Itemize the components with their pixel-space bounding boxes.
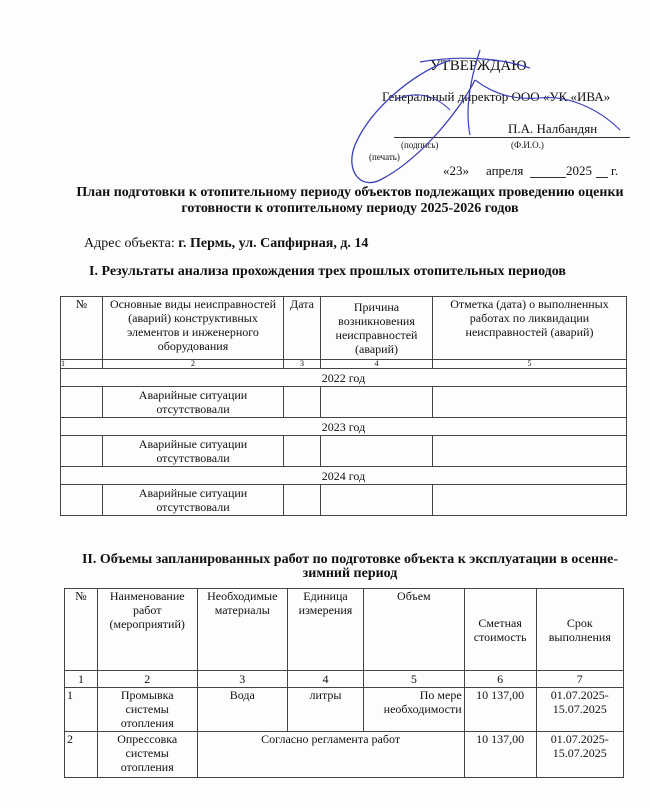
table-row (65, 732, 624, 778)
row-number: 1 (65, 688, 98, 732)
term: 01.07.2025-15.07.2025 (536, 732, 623, 778)
year-row (61, 369, 627, 387)
table-cell (61, 485, 103, 516)
volume: По мере необходимости (364, 688, 465, 732)
table-cell (321, 436, 433, 467)
header-cell: Сметная стоимость (464, 589, 536, 671)
accident-text: Аварийные ситуации отсутствовали (103, 436, 284, 467)
header-cell: Дата (284, 297, 321, 360)
accident-text: Аварийные ситуации отсутствовали (103, 485, 284, 516)
table-header-row (65, 589, 624, 671)
term: 01.07.2025-15.07.2025 (536, 688, 623, 732)
year-label: 2022 год (61, 369, 627, 387)
year-label: 2024 год (61, 467, 627, 485)
year-row (61, 418, 627, 436)
column-number-row (61, 360, 627, 369)
column-number: 1 (65, 671, 98, 688)
header-cell: Единица измерения (287, 589, 363, 671)
cost: 10 137,00 (464, 688, 536, 732)
column-number: 4 (321, 360, 433, 369)
table-cell (284, 436, 321, 467)
approver-name: П.А. Налбандян (508, 121, 598, 136)
work-name: Промывка системы отопления (97, 688, 197, 732)
approval-date-year: 2025 (566, 163, 592, 178)
fio-caption: (Ф.И.О.) (511, 140, 544, 150)
work-name: Опрессовка системы отопления (97, 732, 197, 778)
column-number: 3 (284, 360, 321, 369)
cost: 10 137,00 (464, 732, 536, 778)
table-header-row (61, 297, 627, 360)
materials: Вода (197, 688, 287, 732)
section1-table (60, 296, 627, 516)
year-row (61, 467, 627, 485)
approval-date-month: апреля (486, 163, 524, 178)
date-underline (530, 177, 566, 178)
table-cell (61, 436, 103, 467)
header-cell: Отметка (дата) о выполненных работах по ликвидации неисправностей (аварий) (433, 297, 627, 360)
approval-date-day: «23» (443, 163, 469, 178)
column-number: 4 (287, 671, 363, 688)
address-label: Адрес объекта: (84, 236, 175, 251)
table-cell (433, 387, 627, 418)
document-title: План подготовки к отопительному периоду объектов подлежащих проведению оценки готовности к отопительному периоду 2025-2026 годов (76, 185, 624, 216)
column-number: 1 (61, 360, 103, 369)
address-value: г. Пермь, ул. Сапфирная, д. 14 (178, 236, 369, 251)
table-row (61, 485, 627, 516)
column-number: 5 (433, 360, 627, 369)
signature-line (394, 137, 630, 138)
approval-title: УТВЕРЖДАЮ (430, 58, 527, 74)
header-cell: Объем (364, 589, 465, 671)
section1-title: I. Результаты анализа прохождения трех прошлых отопительных периодов (89, 264, 566, 279)
column-number: 5 (364, 671, 465, 688)
stamp-caption: (печать) (369, 152, 400, 162)
year-label: 2023 год (61, 418, 627, 436)
table-row (65, 688, 624, 732)
table-row (61, 387, 627, 418)
column-number: 7 (536, 671, 623, 688)
table-cell (284, 387, 321, 418)
approver-position: Генеральный директор ООО «УК «ИВА» (382, 89, 611, 104)
header-cell: Причина возникновения неисправностей (аварий) (321, 297, 433, 360)
table-cell (433, 485, 627, 516)
column-number: 2 (97, 671, 197, 688)
signature-caption: (подпись) (401, 140, 439, 150)
table-row (61, 436, 627, 467)
header-cell: Наименование работ (мероприятий) (97, 589, 197, 671)
column-number: 6 (464, 671, 536, 688)
unit: литры (287, 688, 363, 732)
column-number: 2 (103, 360, 284, 369)
header-cell: № (61, 297, 103, 360)
table-cell (321, 387, 433, 418)
object-address (84, 236, 368, 252)
accident-text: Аварийные ситуации отсутствовали (103, 387, 284, 418)
approval-date-suffix: г. (611, 163, 619, 178)
column-number: 3 (197, 671, 287, 688)
column-number-row (65, 671, 624, 688)
table-cell (284, 485, 321, 516)
merged-note: Согласно регламента работ (197, 732, 464, 778)
header-cell: Срок выполнения (536, 589, 623, 671)
section2-table (64, 588, 624, 778)
header-cell: Необходимые материалы (197, 589, 287, 671)
date-underline (596, 177, 608, 178)
table-cell (321, 485, 433, 516)
row-number: 2 (65, 732, 98, 778)
header-cell: № (65, 589, 98, 671)
table-cell (433, 436, 627, 467)
table-cell (61, 387, 103, 418)
header-cell: Основные виды неисправностей (аварий) конструктивных элементов и инженерного оборудования (103, 297, 284, 360)
section2-title: II. Объемы запланированных работ по подготовке объекта к эксплуатации в осенне-зимний период (81, 552, 619, 581)
